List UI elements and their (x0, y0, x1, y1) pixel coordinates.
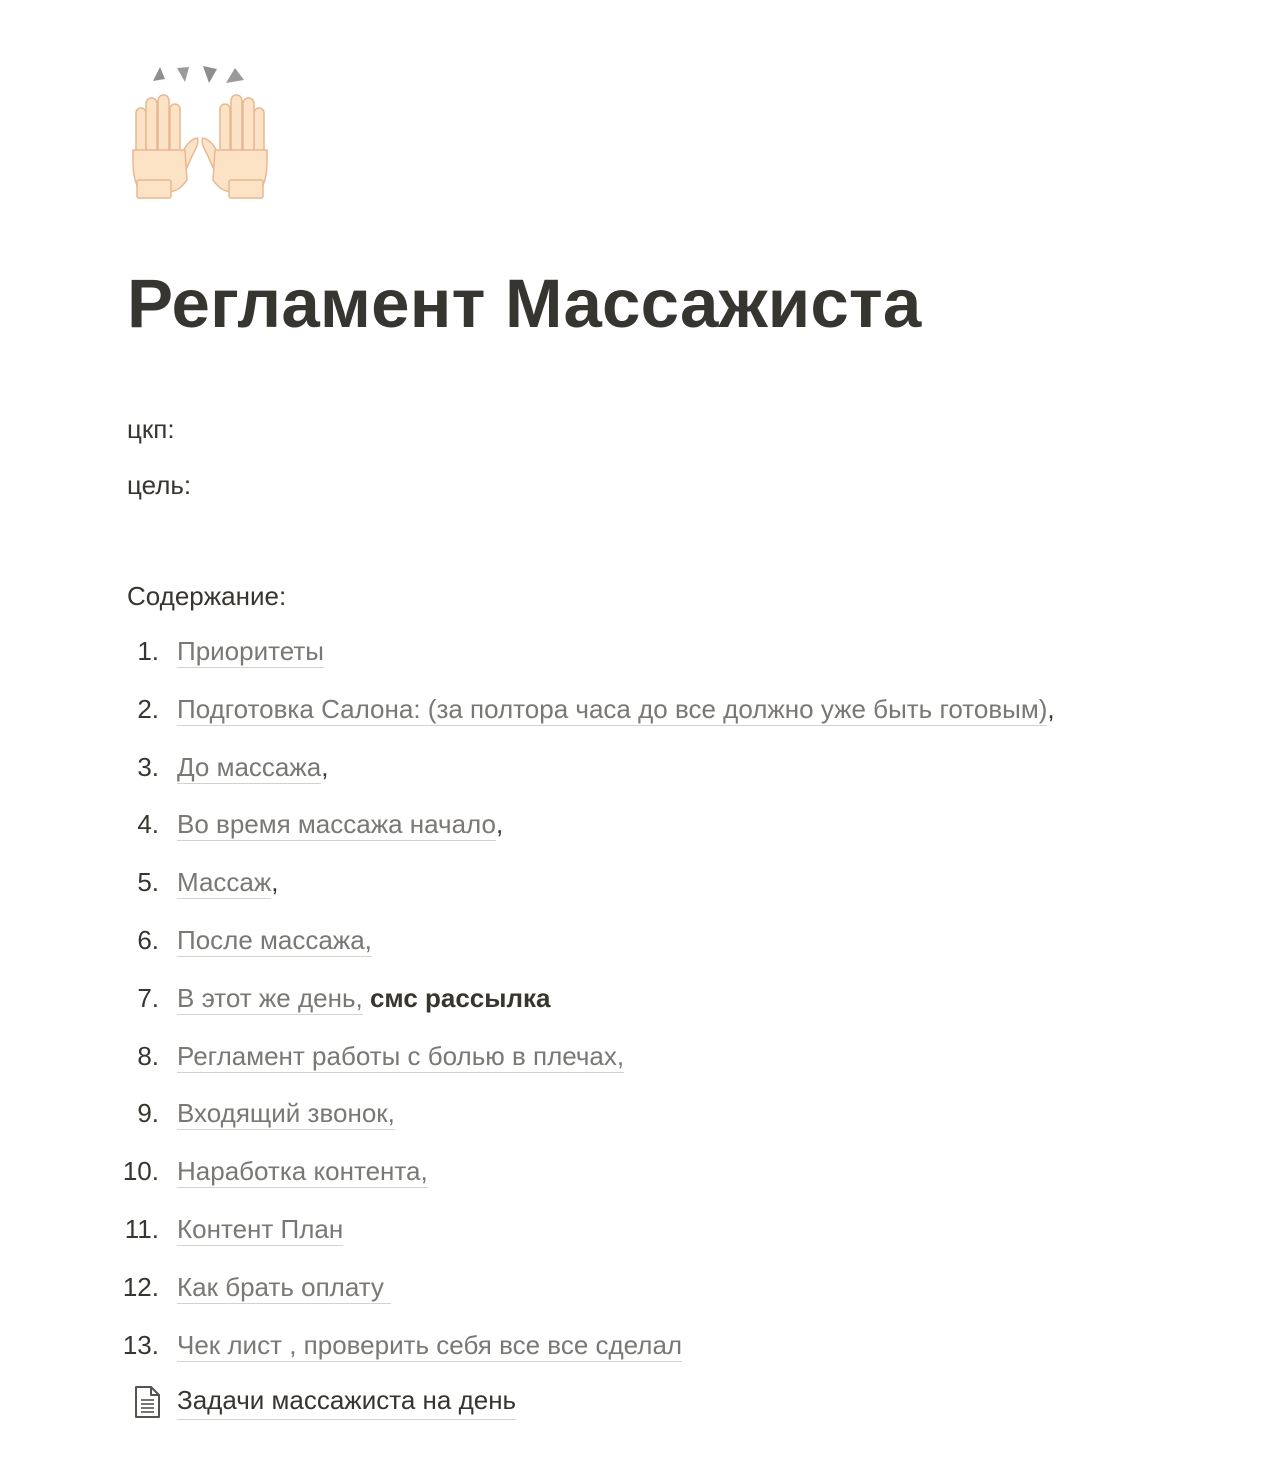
ckp-field: цкп: (127, 414, 175, 444)
subpage-label: Задачи массажиста на день (177, 1382, 516, 1420)
toc-link[interactable]: Как брать оплату (177, 1271, 392, 1302)
toc-item-number: 2. (137, 693, 159, 724)
toc-item-number: 3. (137, 751, 159, 782)
toc-item-number: 9. (137, 1098, 159, 1129)
toc-item-number: 6. (137, 924, 159, 955)
toc-suffix: , (271, 867, 279, 898)
toc-item-number: 8. (137, 1040, 159, 1071)
goal-field: цель: (127, 470, 192, 500)
toc-link[interactable]: В этот же день, (177, 982, 363, 1013)
toc-link[interactable]: Контент План (177, 1213, 344, 1244)
page-title[interactable]: Регламент Массажиста (127, 265, 922, 342)
toc-link[interactable]: Во время массажа начало (177, 809, 496, 840)
toc-bold-text: смс рассылка (369, 982, 551, 1013)
toc-link[interactable]: Приоритеты (177, 636, 324, 666)
toc-item-number: 13. (122, 1329, 159, 1360)
raising-hands-icon[interactable] (127, 62, 273, 202)
page-document-icon (133, 1385, 161, 1419)
toc-item-number: 10. (122, 1156, 159, 1187)
contents-heading: Содержание: (127, 581, 287, 611)
toc-item-number: 12. (122, 1271, 159, 1302)
toc-link[interactable]: До массажа (177, 751, 322, 782)
toc-link[interactable]: Чек лист , проверить себя все все сделал (177, 1329, 683, 1360)
toc-suffix: , (495, 809, 504, 840)
toc-item-number: 1. (137, 636, 159, 666)
toc-link[interactable]: Наработка контента, (177, 1156, 428, 1187)
subpage-link[interactable] (127, 1382, 827, 1422)
toc-link[interactable]: Массаж (177, 867, 272, 898)
toc-link[interactable]: После массажа, (177, 924, 372, 955)
toc-link[interactable]: Регламент работы с болью в плечах, (177, 1040, 625, 1071)
toc-link[interactable]: Входящий звонок, (177, 1098, 395, 1129)
toc-link[interactable]: Подготовка Салона: (за полтора часа до все должно уже быть готовым) (177, 693, 1048, 724)
toc-item-number: 4. (137, 809, 159, 840)
toc-suffix: , (321, 751, 329, 782)
toc-item-number: 5. (137, 867, 159, 898)
toc-item-number: 7. (137, 982, 159, 1013)
toc-item-number: 11. (124, 1213, 159, 1244)
toc-suffix: , (1047, 693, 1055, 724)
